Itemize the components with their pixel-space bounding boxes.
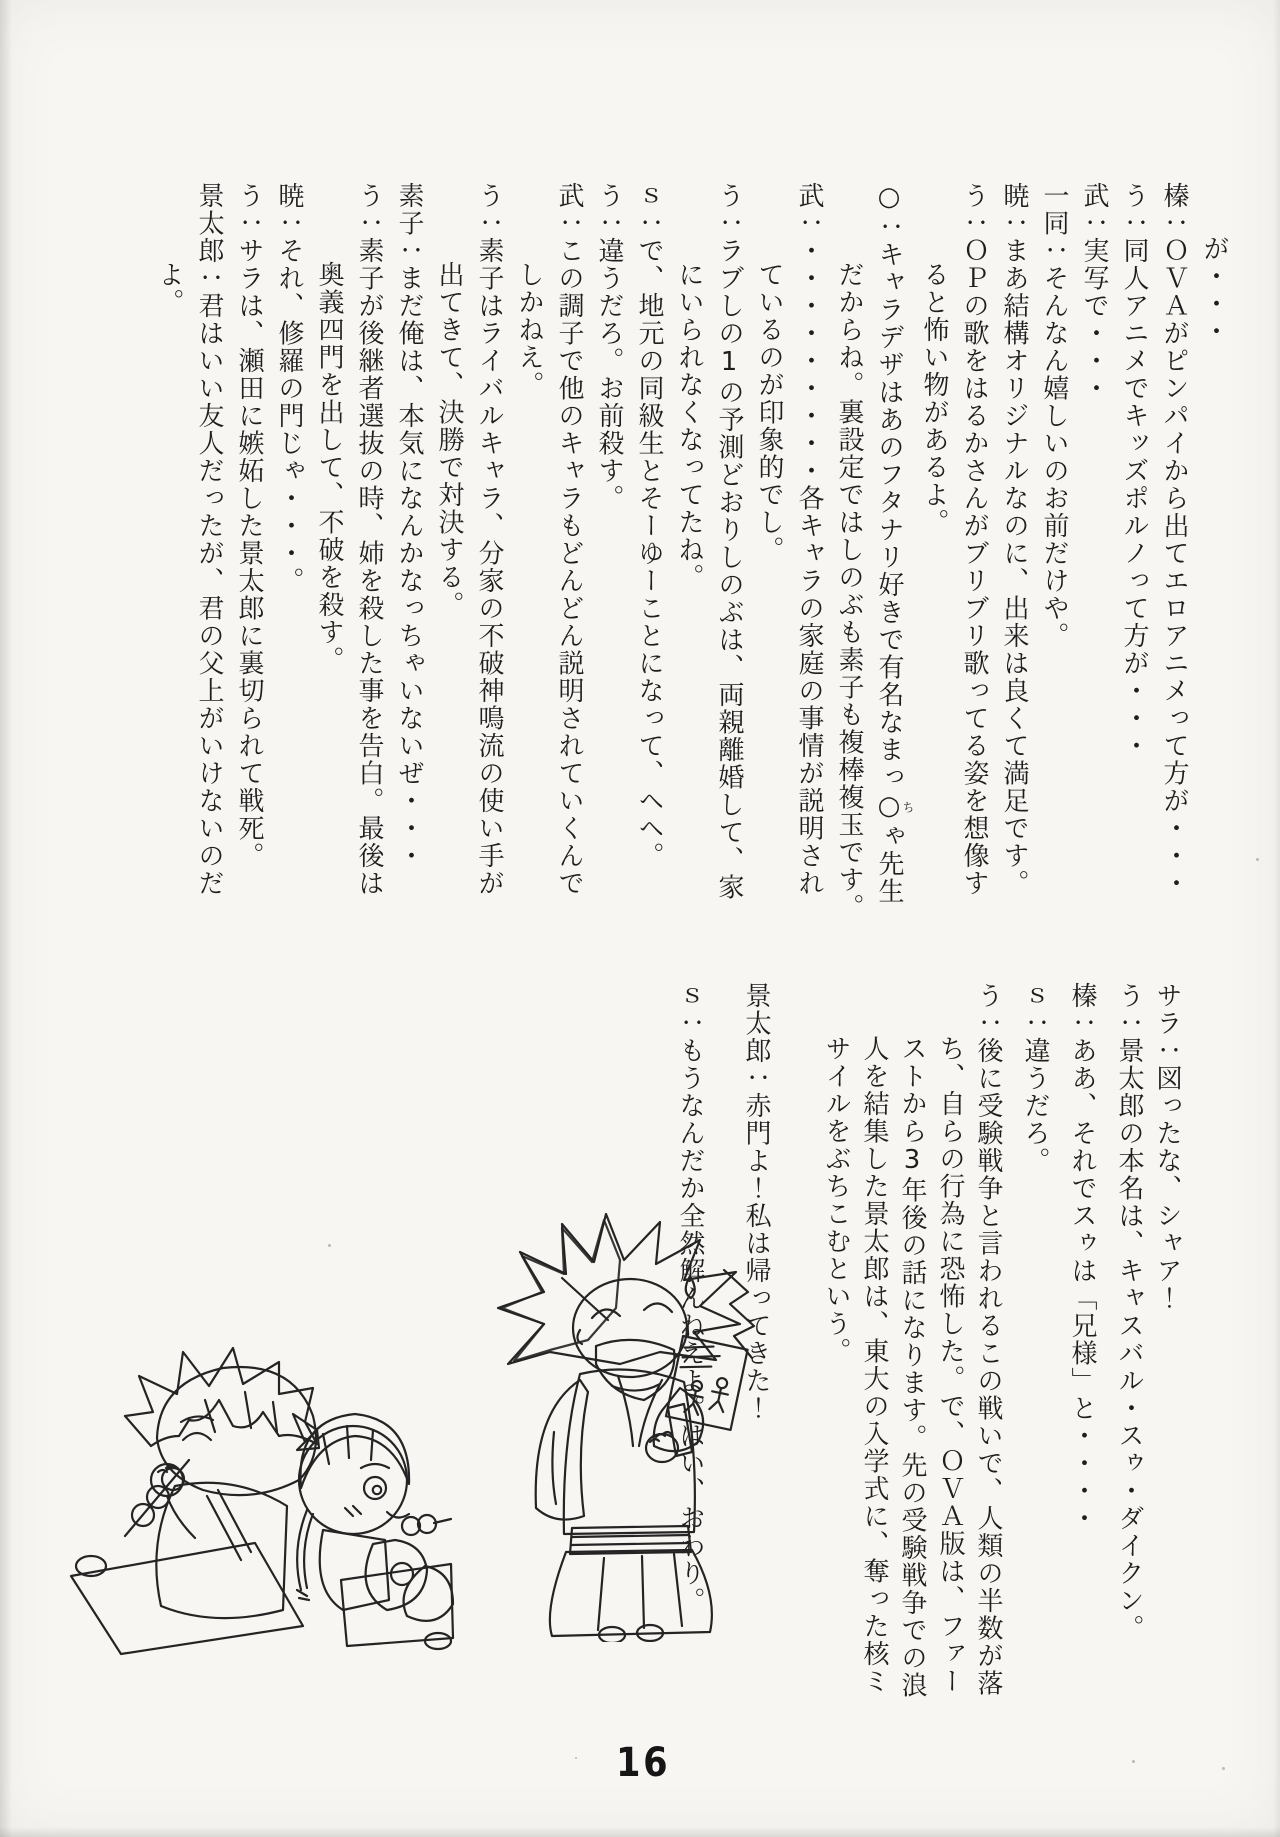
dialogue-line: 人を結集した景太郎は、東大の入学式に、奪った核ミ — [859, 1035, 889, 1695]
bang-strokes — [205, 1392, 277, 1432]
kimono-collar-left — [618, 1376, 633, 1446]
dialogue-line: サラ：図ったな、シャア！ — [1152, 982, 1182, 1312]
hair-shading — [502, 1220, 620, 1361]
scan-speck — [575, 1757, 577, 1759]
hakama — [550, 1550, 712, 1636]
dialogue-line: 出てきて、決勝で対決する。 — [434, 261, 464, 619]
kimono-body — [156, 1483, 287, 1618]
dialogue-line: サイルをぶちこむという。 — [821, 1035, 851, 1365]
dialogue-line: 武：実写で・・・ — [1079, 182, 1109, 402]
obi-bow-lobe — [404, 1566, 453, 1621]
dialogue-line: う：景太郎の本名は、キャスバル・スゥ・ダイクン。 — [1114, 982, 1144, 1642]
dialogue-line: 榛：ああ、それでスゥは「兄様」と・・・・ — [1067, 982, 1097, 1532]
scan-speck — [1222, 1767, 1225, 1770]
eye — [364, 1477, 386, 1499]
obi-lines — [571, 1535, 690, 1545]
dialogue-line: う：同人アニメでキッズポルノって方が・・・ — [1119, 182, 1149, 760]
dialogue-line: ｓ：で、地元の同級生とそーゆーことになって、ヘヘ。 — [634, 182, 664, 870]
pupil — [373, 1486, 381, 1494]
laughing-chibi — [498, 1214, 748, 1642]
face — [573, 1279, 687, 1377]
arm — [167, 1496, 195, 1538]
blush — [345, 1506, 361, 1516]
spiky-hair — [125, 1348, 317, 1446]
dialogue-line: う：ＯＰの歌をはるかさんがブリブリ歌ってる姿を想像す — [959, 182, 989, 897]
dialogue-line: 暁：まあ結構オリジナルなのに、出来は良くて満足です。 — [999, 182, 1029, 897]
dialogue-line: 暁：それ、修羅の門じゃ・・・。 — [274, 182, 304, 595]
dialogue-line: ｓ：もうなんだか全然解んねえよ。はい、おわり。 — [675, 982, 705, 1615]
foot — [425, 1633, 451, 1649]
dialogue-line: よ。 — [154, 261, 184, 316]
dialogue-line: う：サラは、瀬田に嫉妬した景太郎に裏切られて戦死。 — [234, 182, 264, 870]
head — [299, 1426, 407, 1534]
dialogue-line: しかねえ。 — [514, 261, 544, 399]
closed-eye — [644, 1303, 672, 1312]
chibi-girl-with-dango — [293, 1414, 453, 1649]
dialogue-line: う：後に受験戦争と言われるこの戦いで、人類の半数が落 — [973, 982, 1003, 1697]
furigana: ち — [901, 791, 915, 823]
dialogue-line: う：素子はライバルキャラ、分家の不破神鳴流の使い手が — [474, 182, 504, 897]
dialogue-line: ストから3年後の話になります。先の受験戦争での浪 — [897, 1035, 927, 1699]
obi-knot — [391, 1563, 413, 1585]
braid — [297, 1510, 313, 1590]
dialogue-line: う：素子が後継者選抜の時、姉を殺した事を告白。最後は — [354, 182, 384, 897]
page-edge-shadow-bottom — [0, 1827, 1280, 1837]
ruby-annotated-char: ○ち — [874, 791, 915, 823]
dialogue-line: う：違うだろ。お前殺す。 — [594, 182, 624, 512]
dialogue-block-top — [149, 182, 1234, 927]
closed-eye — [183, 1433, 211, 1440]
page-edge-shadow-left — [0, 0, 12, 1837]
dialogue-line: だからね。裏設定ではしのぶも素子も複棒複玉です。 — [834, 261, 864, 921]
scan-speck — [1132, 1760, 1135, 1763]
scan-speck — [1256, 858, 1259, 861]
page-number: 16 — [616, 1740, 671, 1786]
chibi-boy-eating-dango — [71, 1348, 317, 1654]
dialogue-line: 武：・・・・・・・・・各キャラの家庭の事情が説明され — [794, 182, 824, 897]
fist — [646, 1434, 678, 1462]
hair-strand — [562, 1278, 608, 1320]
dialogue-line: 景太郎：赤門よ！私は帰ってきた！ — [741, 982, 771, 1422]
dialogue-line: 景太郎：君はいい友人だったが、君の父上がいけないのだ — [194, 182, 224, 897]
braid-tie — [297, 1590, 309, 1600]
flyer-card — [666, 1336, 748, 1430]
dialogue-line: 一同：そんなん嬉しいのお前だけや。 — [1039, 182, 1069, 650]
stick-figure — [708, 1377, 731, 1413]
left-sleeve — [536, 1380, 588, 1520]
dialogue-line: う：ラブしの1の予測どおりしのぶは、両親離婚して、家 — [714, 182, 744, 901]
dialogue-line: 奥義四門を出して、不破を殺す。 — [314, 261, 344, 674]
dialogue-line: 素子：まだ俺は、本気になんかなっちゃいないぜ・・・ — [394, 182, 424, 870]
dialogue-line: 榛：ＯＶＡがピンパイから出てエロアニメって方が・・・ — [1159, 182, 1189, 897]
lap-blanket — [71, 1543, 303, 1654]
dialogue-line: ｓ：違うだろ。 — [1020, 982, 1050, 1175]
dialogue-line: ○：キャラデザはあのフタナリ好きで有名なまっ○ちゃ先生 — [874, 182, 915, 905]
dialogue-line: にいられなくなってたね。 — [674, 261, 704, 591]
dialogue-line: ると怖い物があるよ。 — [919, 261, 949, 536]
scan-speck — [328, 1244, 331, 1247]
page-edge-shadow-right — [1273, 0, 1280, 1837]
mouth — [387, 1512, 409, 1518]
dialogue-line: が・・・ — [1199, 235, 1229, 345]
dialogue-line: ち、自らの行為に恐怖した。で、ＯＶＡ版は、ファー — [935, 1035, 965, 1695]
dialogue-line: 武：この調子で他のキャラもどんどん説明されていくんで — [554, 182, 584, 897]
illustration-chibi-laughing-with-flyer — [492, 1212, 772, 1642]
sleeve-fold — [552, 1432, 556, 1504]
eyebrow — [361, 1464, 389, 1468]
dialogue-line: ているのが印象的でし。 — [754, 261, 784, 564]
illustration-chibi-pair-eating-dango — [55, 1338, 455, 1668]
hakama-folds — [598, 1554, 682, 1630]
